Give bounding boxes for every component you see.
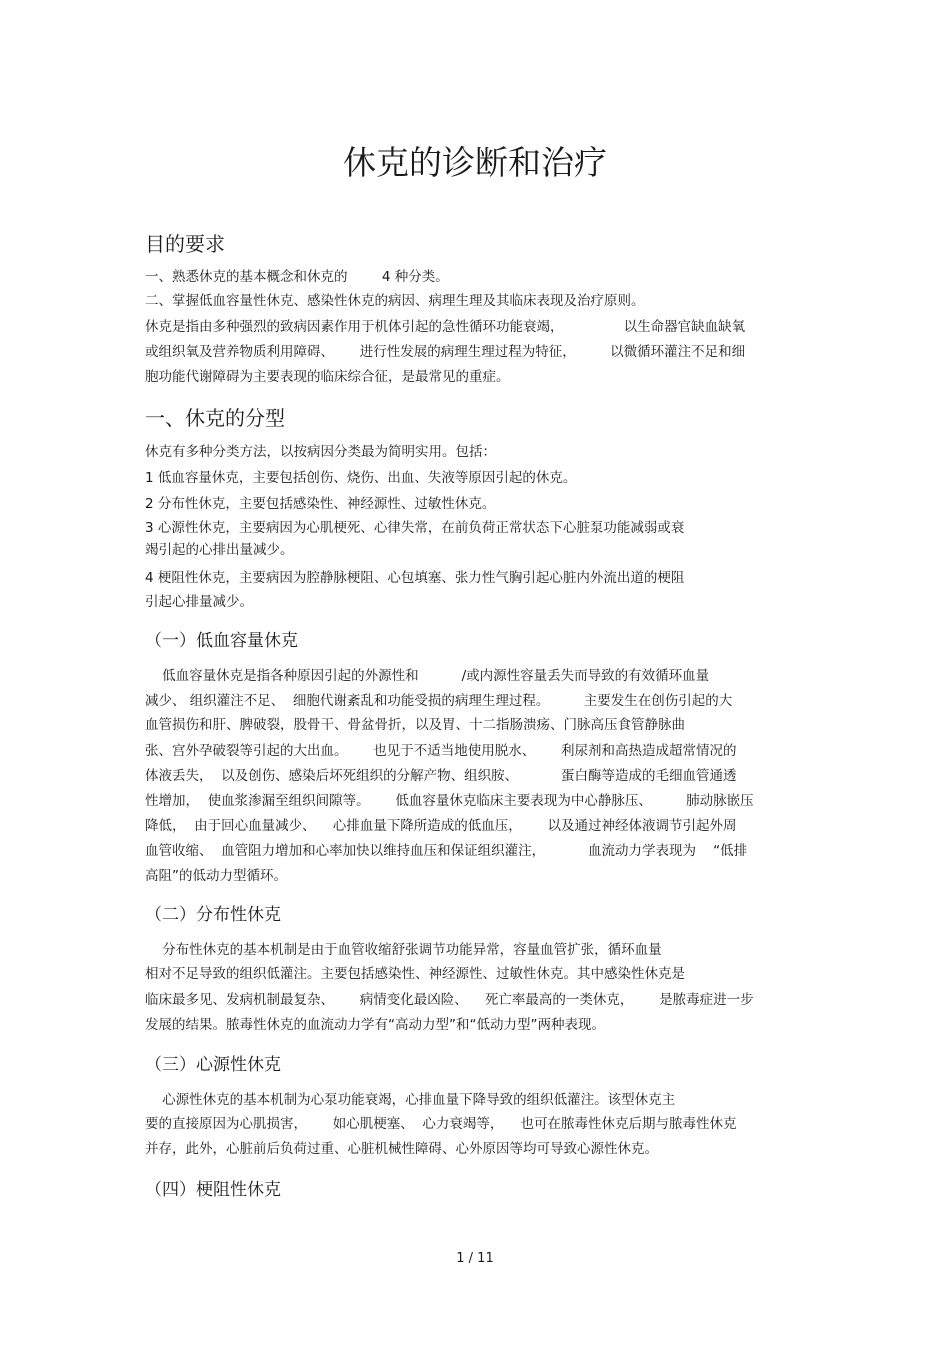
goal-line: 或组织氧及营养物质利用障碍、 进行性发展的病理生理过程为特征， 以微循环灌注不足和细 (145, 344, 746, 360)
sub1-line: 降低， 由于回心血量减少、 心排血量下降所造成的低血压， 以及通过神经体液调节引起外周 (145, 818, 737, 834)
sub1-line: 血管损伤和肝、脾破裂，股骨干、骨盆骨折，以及胃、十二指肠溃疡、门脉高压食管静脉曲 (145, 717, 685, 733)
page-number: 1 / 11 (456, 1251, 494, 1266)
sub1-line: 性增加， 使血浆渗漏至组织间隙等。 低血容量休克临床主要表现为中心静脉压、 肺动脉嵌压 (145, 793, 754, 809)
goal-line: 胞功能代谢障碍为主要表现的临床综合征，是最常见的重症。 (145, 369, 510, 385)
sub3-line: 并存，此外，心脏前后负荷过重、心脏机械性障碍、心外原因等均可导致心源性休克。 (145, 1141, 658, 1157)
sub2-line: 发展的结果。脓毒性休克的血流动力学有“高动力型”和“低动力型”两种表现。 (145, 1017, 605, 1033)
sub3-line: 心源性休克的基本机制为心泵功能衰竭，心排血量下降导致的组织低灌注。该型休克主 (145, 1092, 676, 1108)
goal-line: 休克是指由多种强烈的致病因素作用于机体引起的急性循环功能衰竭， 以生命器官缺血缺氧 (145, 319, 746, 335)
sub4-heading: （四）梗阻性休克 (145, 1180, 281, 1200)
types-line: 竭引起的心排出量减少。 (145, 542, 294, 558)
sub2-heading: （二）分布性休克 (145, 905, 281, 925)
sub1-line: 张、宫外孕破裂等引起的大出血。 也见于不适当地使用脱水、 利尿剂和高热造成超常情况的 (145, 743, 737, 759)
sub1-heading: （一）低血容量休克 (145, 631, 298, 651)
types-line: 4 梗阻性休克，主要病因为腔静脉梗阻、心包填塞、张力性气胸引起心脏内外流出道的梗阻 (145, 570, 685, 586)
sub3-heading: （三）心源性休克 (145, 1055, 281, 1075)
goal-line: 二、掌握低血容量性休克、感染性休克的病因、病理生理及其临床表现及治疗原则。 (145, 293, 645, 309)
goal-line: 一、熟悉休克的基本概念和休克的 4 种分类。 (145, 269, 449, 285)
sub1-line: 低血容量休克是指各种原因引起的外源性和 /或内源性容量丢失而导致的有效循环血量 (145, 668, 710, 684)
goal-heading: 目的要求 (145, 232, 225, 256)
types-heading: 一、休克的分型 (145, 406, 285, 430)
sub3-line: 要的直接原因为心肌损害， 如心肌梗塞、 心力衰竭等， 也可在脓毒性休克后期与脓毒性休克 (145, 1116, 737, 1132)
sub2-line: 相对不足导致的组织低灌注。主要包括感染性、神经源性、过敏性休克。其中感染性休克是 (145, 966, 685, 982)
sub2-line: 分布性休克的基本机制是由于血管收缩舒张调节功能异常，容量血管扩张，循环血量 (145, 942, 662, 958)
types-line: 休克有多种分类方法，以按病因分类最为简明实用。包括： (145, 444, 496, 460)
sub1-line: 高阻”的低动力型循环。 (145, 868, 287, 884)
types-line: 1 低血容量休克，主要包括创伤、烧伤、出血、失液等原因引起的休克。 (145, 470, 577, 486)
sub2-line: 临床最多见、发病机制最复杂、 病情变化最凶险、 死亡率最高的一类休克， 是脓毒症进一步 (145, 992, 754, 1008)
types-line: 3 心源性休克，主要病因为心肌梗死、心律失常，在前负荷正常状态下心脏泵功能减弱或衰 (145, 520, 685, 536)
types-line: 2 分布性休克，主要包括感染性、神经源性、过敏性休克。 (145, 496, 496, 512)
document-title: 休克的诊断和治疗 (343, 143, 607, 182)
sub1-line: 减少、 组织灌注不足、 细胞代谢紊乱和功能受损的病理生理过程。 主要发生在创伤引起的大 (145, 693, 733, 709)
sub1-line: 体液丢失， 以及创伤、感染后坏死组织的分解产物、组织胺、 蛋白酶等造成的毛细血管通透 (145, 768, 737, 784)
sub1-line: 血管收缩、 血管阻力增加和心率加快以维持血压和保证组织灌注， 血流动力学表现为 “低排 (145, 843, 748, 859)
types-line: 引起心排量减少。 (145, 594, 253, 610)
